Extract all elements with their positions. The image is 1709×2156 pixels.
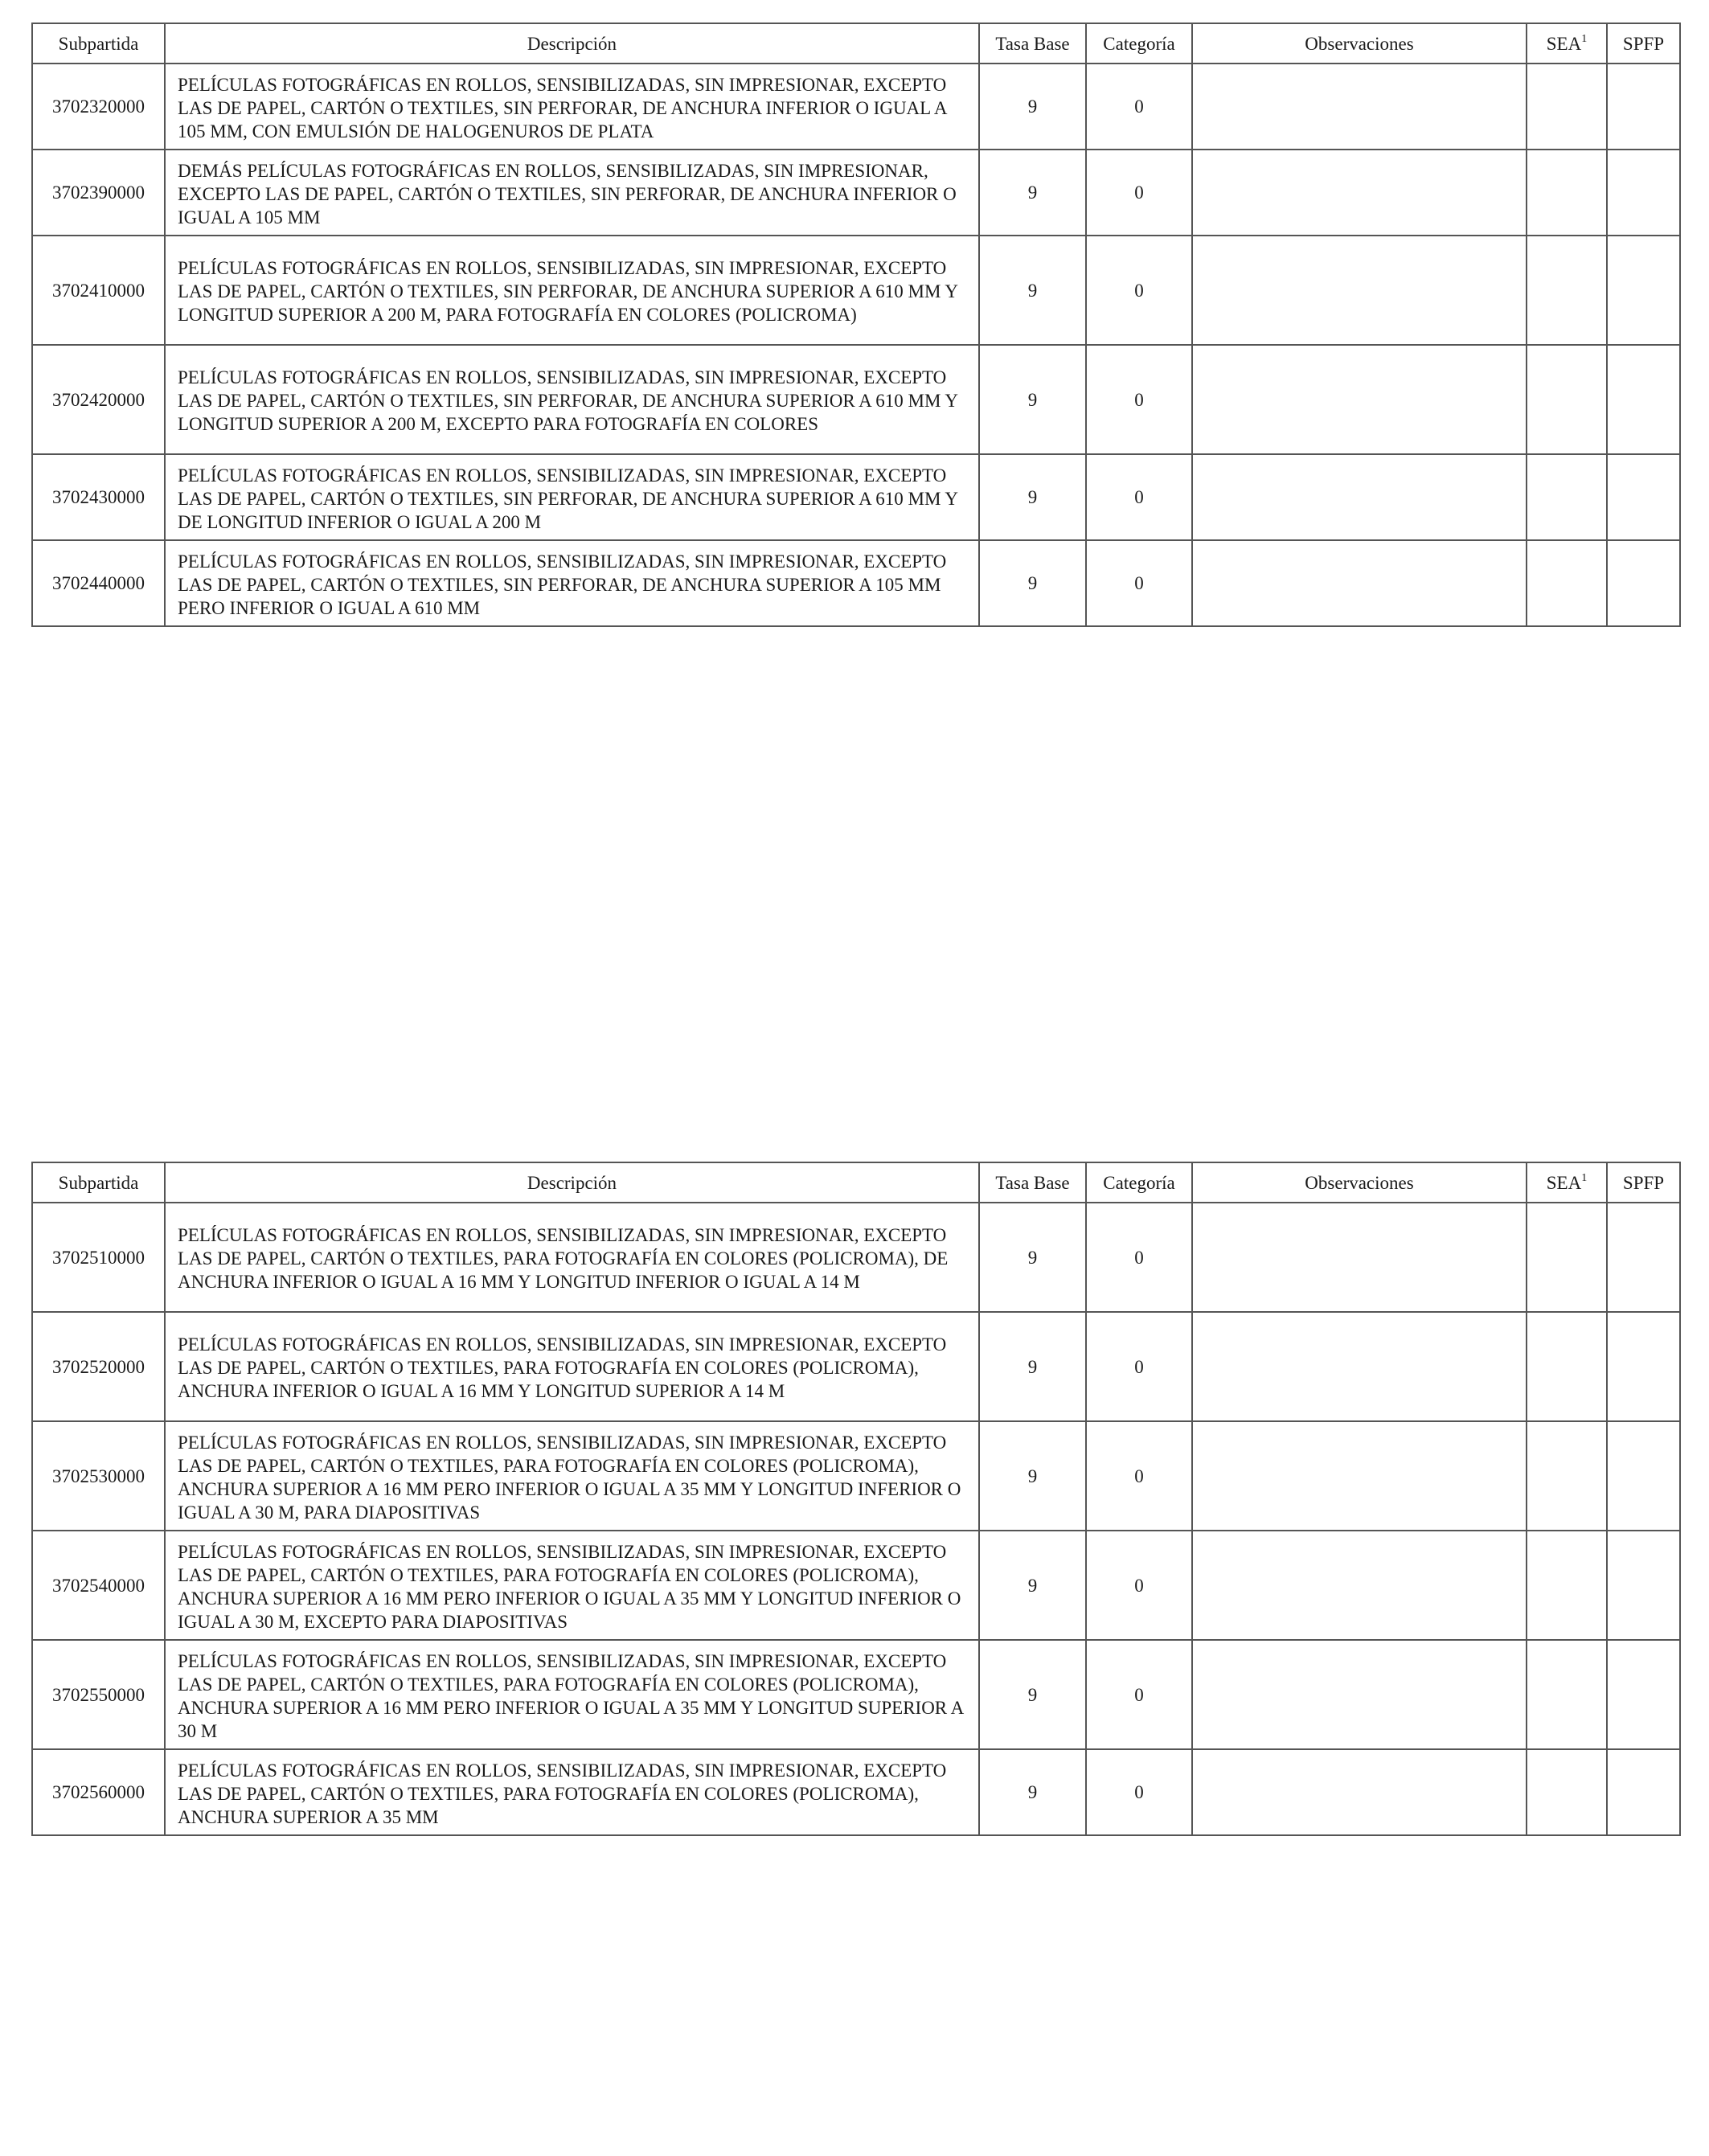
tasa-base-cell: 9 — [979, 1421, 1086, 1531]
observaciones-cell — [1192, 64, 1527, 150]
sea-cell — [1527, 1749, 1607, 1835]
sea-cell — [1527, 64, 1607, 150]
observaciones-cell — [1192, 540, 1527, 626]
sea-cell — [1527, 1531, 1607, 1640]
table-row — [32, 540, 1680, 626]
categoria-cell: 0 — [1086, 236, 1192, 345]
subpartida-cell: 3702530000 — [32, 1421, 165, 1531]
observaciones-cell — [1192, 1312, 1527, 1421]
table-header-row — [32, 23, 1680, 64]
description-cell: PELÍCULAS FOTOGRÁFICAS EN ROLLOS, SENSIBILIZADAS, SIN IMPRESIONAR, EXCEPTO LAS DE PAPEL, CARTÓN O TEXTILES, SIN PERFORAR, DE ANCHURA SUPERIOR A 610 MM Y LONGITUD SUPERIOR A 200 M, EXCEPTO PARA FOTOGRAFÍA EN COLORES — [165, 345, 979, 454]
header-sea — [1527, 23, 1607, 64]
tasa-base-cell: 9 — [979, 1203, 1086, 1312]
observaciones-cell — [1192, 150, 1527, 236]
subpartida-cell: 3702390000 — [32, 150, 165, 236]
observaciones-cell — [1192, 1640, 1527, 1749]
subpartida-cell: 3702320000 — [32, 64, 165, 150]
observaciones-cell — [1192, 1749, 1527, 1835]
header-subpartida: Subpartida — [32, 1162, 165, 1203]
table-row — [32, 1203, 1680, 1312]
observaciones-cell — [1192, 1203, 1527, 1312]
table-row — [32, 64, 1680, 150]
spfp-cell — [1607, 1531, 1680, 1640]
observaciones-cell — [1192, 1531, 1527, 1640]
header-subpartida: Subpartida — [32, 23, 165, 64]
observaciones-cell — [1192, 1421, 1527, 1531]
header-observaciones: Observaciones — [1192, 1162, 1527, 1203]
table-row — [32, 1531, 1680, 1640]
table-row — [32, 454, 1680, 540]
description-cell: PELÍCULAS FOTOGRÁFICAS EN ROLLOS, SENSIBILIZADAS, SIN IMPRESIONAR, EXCEPTO LAS DE PAPEL, CARTÓN O TEXTILES, PARA FOTOGRAFÍA EN COLORES (POLICROMA), ANCHURA SUPERIOR A 16 MM PERO INFERIOR O IGUAL A 35 MM Y LONGITUD INFERIOR O IGUAL A 30 M, EXCEPTO PARA DIAPOSITIVAS — [165, 1531, 979, 1640]
sea-cell — [1527, 1203, 1607, 1312]
categoria-cell: 0 — [1086, 1203, 1192, 1312]
spfp-cell — [1607, 345, 1680, 454]
header-tasa-base: Tasa Base — [979, 1162, 1086, 1203]
subpartida-cell: 3702420000 — [32, 345, 165, 454]
tasa-base-cell: 9 — [979, 236, 1086, 345]
categoria-cell: 0 — [1086, 540, 1192, 626]
subpartida-cell: 3702560000 — [32, 1749, 165, 1835]
tasa-base-cell: 9 — [979, 1640, 1086, 1749]
tariff-table-1 — [31, 23, 1681, 627]
spfp-cell — [1607, 1312, 1680, 1421]
header-descripcion: Descripción — [165, 23, 979, 64]
sea-cell — [1527, 454, 1607, 540]
table-row — [32, 150, 1680, 236]
sea-cell — [1527, 1312, 1607, 1421]
table-row — [32, 1421, 1680, 1531]
categoria-cell: 0 — [1086, 150, 1192, 236]
observaciones-cell — [1192, 345, 1527, 454]
tasa-base-cell: 9 — [979, 454, 1086, 540]
header-sea-label: SEA — [1546, 33, 1582, 54]
subpartida-cell: 3702510000 — [32, 1203, 165, 1312]
description-cell: PELÍCULAS FOTOGRÁFICAS EN ROLLOS, SENSIBILIZADAS, SIN IMPRESIONAR, EXCEPTO LAS DE PAPEL, CARTÓN O TEXTILES, SIN PERFORAR, DE ANCHURA SUPERIOR A 105 MM PERO INFERIOR O IGUAL A 610 MM — [165, 540, 979, 626]
spfp-cell — [1607, 454, 1680, 540]
tasa-base-cell: 9 — [979, 150, 1086, 236]
spfp-cell — [1607, 540, 1680, 626]
header-spfp: SPFP — [1607, 1162, 1680, 1203]
categoria-cell: 0 — [1086, 1640, 1192, 1749]
sea-cell — [1527, 540, 1607, 626]
header-spfp: SPFP — [1607, 23, 1680, 64]
sea-cell — [1527, 345, 1607, 454]
description-cell: PELÍCULAS FOTOGRÁFICAS EN ROLLOS, SENSIBILIZADAS, SIN IMPRESIONAR, EXCEPTO LAS DE PAPEL, CARTÓN O TEXTILES, PARA FOTOGRAFÍA EN COLORES (POLICROMA), ANCHURA SUPERIOR A 35 MM — [165, 1749, 979, 1835]
header-sea — [1527, 1162, 1607, 1203]
tasa-base-cell: 9 — [979, 1312, 1086, 1421]
sea-cell — [1527, 236, 1607, 345]
tasa-base-cell: 9 — [979, 345, 1086, 454]
table-row — [32, 1312, 1680, 1421]
description-cell: PELÍCULAS FOTOGRÁFICAS EN ROLLOS, SENSIBILIZADAS, SIN IMPRESIONAR, EXCEPTO LAS DE PAPEL, CARTÓN O TEXTILES, PARA FOTOGRAFÍA EN COLORES (POLICROMA), ANCHURA INFERIOR O IGUAL A 16 MM Y LONGITUD SUPERIOR A 14 M — [165, 1312, 979, 1421]
sea-cell — [1527, 1421, 1607, 1531]
categoria-cell: 0 — [1086, 1749, 1192, 1835]
description-cell: PELÍCULAS FOTOGRÁFICAS EN ROLLOS, SENSIBILIZADAS, SIN IMPRESIONAR, EXCEPTO LAS DE PAPEL, CARTÓN O TEXTILES, PARA FOTOGRAFÍA EN COLORES (POLICROMA), ANCHURA SUPERIOR A 16 MM PERO INFERIOR O IGUAL A 35 MM Y LONGITUD INFERIOR O IGUAL A 30 M, PARA DIAPOSITIVAS — [165, 1421, 979, 1531]
header-categoria: Categoría — [1086, 23, 1192, 64]
sea-footnote-marker: 1 — [1581, 1171, 1588, 1184]
categoria-cell: 0 — [1086, 345, 1192, 454]
spfp-cell — [1607, 1749, 1680, 1835]
tasa-base-cell: 9 — [979, 1531, 1086, 1640]
table-row — [32, 1640, 1680, 1749]
sea-footnote-marker: 1 — [1581, 32, 1588, 45]
description-cell: PELÍCULAS FOTOGRÁFICAS EN ROLLOS, SENSIBILIZADAS, SIN IMPRESIONAR, EXCEPTO LAS DE PAPEL, CARTÓN O TEXTILES, PARA FOTOGRAFÍA EN COLORES (POLICROMA), ANCHURA SUPERIOR A 16 MM PERO INFERIOR O IGUAL A 35 MM Y LONGITUD SUPERIOR A 30 M — [165, 1640, 979, 1749]
subpartida-cell: 3702550000 — [32, 1640, 165, 1749]
spfp-cell — [1607, 1203, 1680, 1312]
table-row — [32, 1749, 1680, 1835]
spfp-cell — [1607, 1640, 1680, 1749]
subpartida-cell: 3702410000 — [32, 236, 165, 345]
table-row — [32, 345, 1680, 454]
categoria-cell: 0 — [1086, 1531, 1192, 1640]
header-categoria: Categoría — [1086, 1162, 1192, 1203]
header-sea-label: SEA — [1546, 1172, 1582, 1193]
observaciones-cell — [1192, 236, 1527, 345]
categoria-cell: 0 — [1086, 454, 1192, 540]
subpartida-cell: 3702520000 — [32, 1312, 165, 1421]
spfp-cell — [1607, 150, 1680, 236]
categoria-cell: 0 — [1086, 1312, 1192, 1421]
tasa-base-cell: 9 — [979, 1749, 1086, 1835]
categoria-cell: 0 — [1086, 1421, 1192, 1531]
description-cell: PELÍCULAS FOTOGRÁFICAS EN ROLLOS, SENSIBILIZADAS, SIN IMPRESIONAR, EXCEPTO LAS DE PAPEL, CARTÓN O TEXTILES, SIN PERFORAR, DE ANCHURA SUPERIOR A 610 MM Y LONGITUD SUPERIOR A 200 M, PARA FOTOGRAFÍA EN COLORES (POLICROMA) — [165, 236, 979, 345]
subpartida-cell: 3702540000 — [32, 1531, 165, 1640]
header-descripcion: Descripción — [165, 1162, 979, 1203]
categoria-cell: 0 — [1086, 64, 1192, 150]
subpartida-cell: 3702440000 — [32, 540, 165, 626]
description-cell: PELÍCULAS FOTOGRÁFICAS EN ROLLOS, SENSIBILIZADAS, SIN IMPRESIONAR, EXCEPTO LAS DE PAPEL, CARTÓN O TEXTILES, PARA FOTOGRAFÍA EN COLORES (POLICROMA), DE ANCHURA INFERIOR O IGUAL A 16 MM Y LONGITUD INFERIOR O IGUAL A 14 M — [165, 1203, 979, 1312]
sea-cell — [1527, 150, 1607, 236]
spfp-cell — [1607, 236, 1680, 345]
sea-cell — [1527, 1640, 1607, 1749]
header-tasa-base: Tasa Base — [979, 23, 1086, 64]
header-observaciones: Observaciones — [1192, 23, 1527, 64]
tasa-base-cell: 9 — [979, 540, 1086, 626]
observaciones-cell — [1192, 454, 1527, 540]
subpartida-cell: 3702430000 — [32, 454, 165, 540]
table-row — [32, 236, 1680, 345]
description-cell: DEMÁS PELÍCULAS FOTOGRÁFICAS EN ROLLOS, SENSIBILIZADAS, SIN IMPRESIONAR, EXCEPTO LAS DE PAPEL, CARTÓN O TEXTILES, SIN PERFORAR, DE ANCHURA INFERIOR O IGUAL A 105 MM — [165, 150, 979, 236]
tasa-base-cell: 9 — [979, 64, 1086, 150]
spfp-cell — [1607, 1421, 1680, 1531]
description-cell: PELÍCULAS FOTOGRÁFICAS EN ROLLOS, SENSIBILIZADAS, SIN IMPRESIONAR, EXCEPTO LAS DE PAPEL, CARTÓN O TEXTILES, SIN PERFORAR, DE ANCHURA SUPERIOR A 610 MM Y DE LONGITUD INFERIOR O IGUAL A 200 M — [165, 454, 979, 540]
spfp-cell — [1607, 64, 1680, 150]
description-cell: PELÍCULAS FOTOGRÁFICAS EN ROLLOS, SENSIBILIZADAS, SIN IMPRESIONAR, EXCEPTO LAS DE PAPEL, CARTÓN O TEXTILES, SIN PERFORAR, DE ANCHURA INFERIOR O IGUAL A 105 MM, CON EMULSIÓN DE HALOGENUROS DE PLATA — [165, 64, 979, 150]
tariff-table-2 — [31, 1162, 1681, 1836]
table-header-row — [32, 1162, 1680, 1203]
